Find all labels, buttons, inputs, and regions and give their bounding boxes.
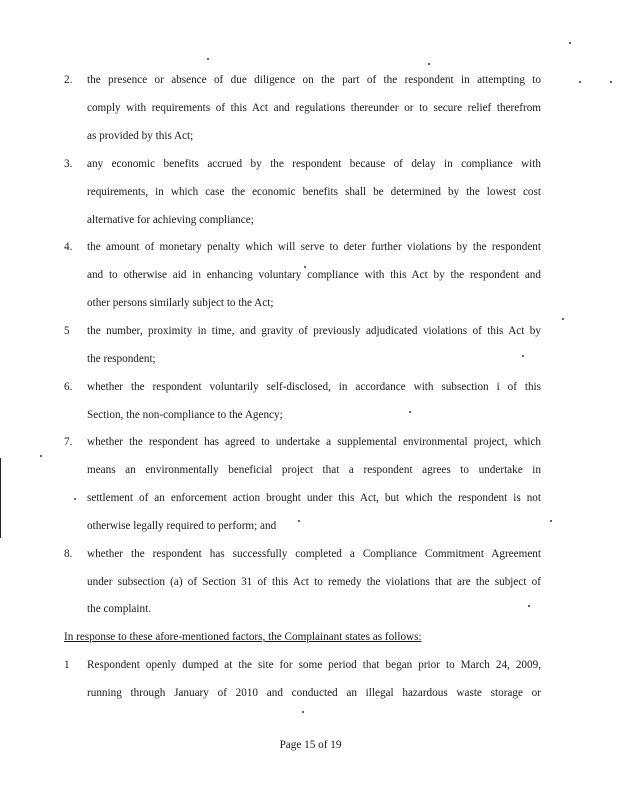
scan-speck bbox=[74, 498, 76, 500]
list-item-line: any economic benefits accrued by the respondent because of delay in compliance with bbox=[87, 158, 541, 170]
list-item-line: comply with requirements of this Act and regulations thereunder or to secure relief therefrom bbox=[87, 102, 541, 114]
list-item-line: the complaint. bbox=[87, 603, 152, 615]
list-item-line: otherwise legally required to perform; and bbox=[87, 520, 277, 532]
list-item-line: and to otherwise aid in enhancing voluntary compliance with this Act by the respondent and bbox=[87, 269, 541, 281]
list-item-line: alternative for achieving compliance; bbox=[87, 214, 254, 226]
list-item-number: 4. bbox=[64, 241, 73, 253]
list-item-line: the respondent; bbox=[87, 353, 156, 365]
list-item-number: 3. bbox=[64, 158, 73, 170]
list-item-line: requirements, in which case the economic benefits shall be determined by the lowest cost bbox=[87, 186, 541, 198]
list-item-line: under subsection (a) of Section 31 of this Act to remedy the violations that are the subject of bbox=[87, 576, 541, 588]
list-item-line: the presence or absence of due diligence on the part of the respondent in attempting to bbox=[87, 74, 541, 86]
list-item-line: whether the respondent voluntarily self-disclosed, in accordance with subsection i of this bbox=[87, 381, 541, 393]
scan-speck bbox=[528, 605, 530, 607]
list-item-number: 6. bbox=[64, 381, 73, 393]
list-item-line: means an environmentally beneficial project that a respondent agrees to undertake in bbox=[87, 464, 541, 476]
scan-speck bbox=[562, 318, 564, 320]
page-number: Page 15 of 19 bbox=[279, 739, 342, 751]
response-item-number: 1 bbox=[64, 659, 70, 671]
scan-speck bbox=[428, 63, 430, 65]
section-heading: In response to these afore-mentioned factors, the Complainant states as follows: bbox=[64, 631, 422, 643]
list-item-number: 2. bbox=[64, 74, 73, 86]
list-item-line: whether the respondent has successfully completed a Compliance Commitment Agreement bbox=[87, 548, 541, 560]
list-item-line: other persons similarly subject to the Act; bbox=[87, 297, 274, 309]
list-item-line: the amount of monetary penalty which will serve to deter further violations by the respondent bbox=[87, 241, 541, 253]
scan-speck bbox=[569, 42, 571, 44]
scan-speck bbox=[40, 455, 42, 457]
list-item-line: as provided by this Act; bbox=[87, 130, 194, 142]
list-item-number: 8. bbox=[64, 548, 73, 560]
scan-edge-mark bbox=[0, 458, 1, 538]
scan-speck bbox=[550, 520, 552, 522]
scan-speck bbox=[522, 355, 524, 357]
scan-speck bbox=[302, 711, 304, 713]
scan-speck bbox=[298, 520, 300, 522]
response-item-line: running through January of 2010 and conducted an illegal hazardous waste storage or bbox=[87, 687, 541, 699]
list-item-number: 7. bbox=[64, 436, 73, 448]
scan-speck bbox=[579, 81, 581, 83]
scan-speck bbox=[409, 411, 411, 413]
scan-speck bbox=[610, 81, 612, 83]
scan-speck bbox=[207, 58, 209, 60]
list-item-line: whether the respondent has agreed to undertake a supplemental environmental project, which bbox=[87, 436, 541, 448]
list-item-line: settlement of an enforcement action brought under this Act, but which the respondent is not bbox=[87, 492, 541, 504]
scan-speck bbox=[304, 266, 306, 268]
list-item-line: Section, the non-compliance to the Agency; bbox=[87, 409, 283, 421]
response-item-line: Respondent openly dumped at the site for some period that began prior to March 24, 2009, bbox=[87, 659, 541, 671]
list-item-number: 5 bbox=[64, 325, 70, 337]
list-item-line: the number, proximity in time, and gravity of previously adjudicated violations of this Act by bbox=[87, 325, 541, 337]
